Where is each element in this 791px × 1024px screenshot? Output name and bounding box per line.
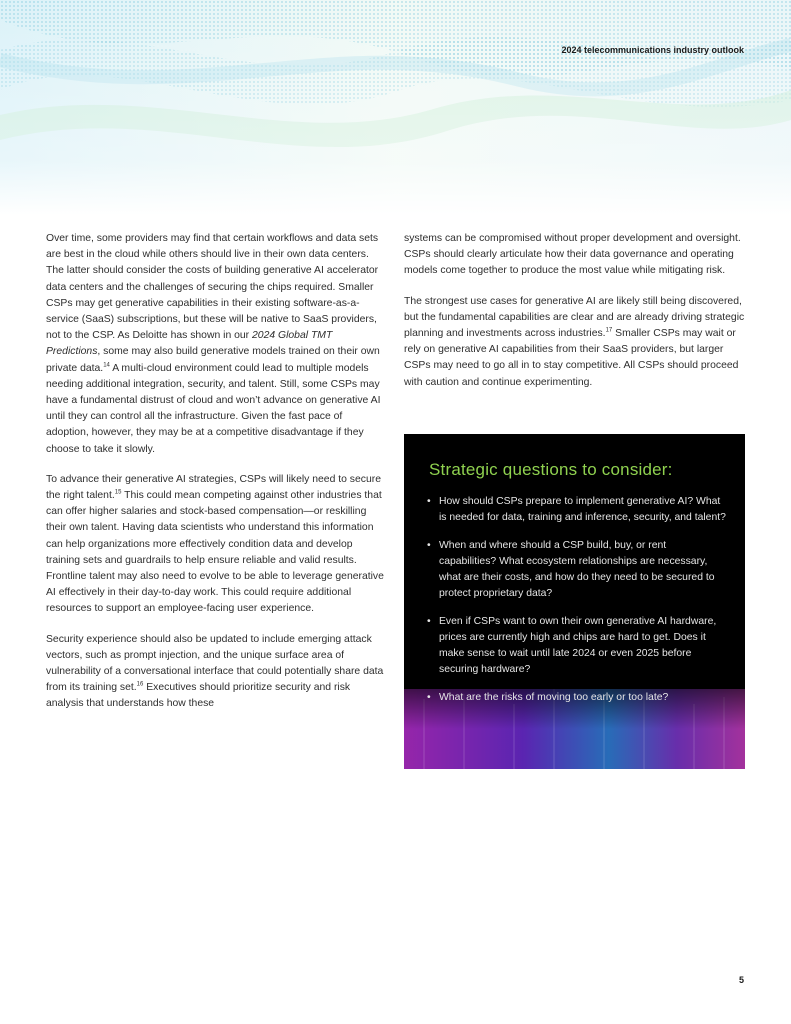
publication-title: 2024 Global TMT Predictions — [46, 330, 333, 358]
list-item: • What are the risks of moving too early or too late? — [426, 690, 726, 706]
footnote-ref[interactable]: 16 — [136, 681, 144, 688]
paragraph: systems can be compromised without proper development and oversight. CSPs should clearly articulate how their data governance and operating models come together to produce the most value while mitigating risk. — [404, 233, 741, 277]
footnote-ref[interactable]: 17 — [605, 327, 613, 334]
list-item: • Even if CSPs want to own their own generative AI hardware, prices are currently high and chips are hard to get. Does it make sense to wait until late 2024 or even 2025 before securing hardware? — [427, 616, 717, 675]
footnote-ref[interactable]: 15 — [114, 489, 122, 496]
callout-title: Strategic questions to consider: — [429, 460, 673, 479]
list-item: • When and where should a CSP build, buy, or rent capabilities? What ecosystem relationships are necessary, what are their costs, and how do they need to be secured to protect proprietary data? — [427, 540, 715, 599]
right-column — [404, 231, 746, 405]
paragraph: Security experience should also be updated to include emerging attack vectors, such as prompt injection, and the unique surface area of vulnerability of a conversational interface that could potentially share data from its training set.$^{16}$ Executives should prioritize security and risk analysis that understands how these — [46, 633, 384, 710]
bullet-icon: • — [427, 496, 431, 507]
running-header: 2024 telecommunications industry outlook — [561, 45, 744, 55]
paragraph: To advance their generative AI strategies, CSPs will likely need to secure the right talent.$^{15}$ This could mean competing against other industries that can offer higher salaries and stock-based compensation—or reskilling their own talent. Having data scientists who understand this information can help organizations more effectively condition data and develop training sets and guardrails to help ensure reliable and valid results. Frontline talent may also need to evolve to be able to leverage generative AI effectively in their day-to-day work. This could require additional resources to support an employee-facing user experience. — [46, 473, 384, 615]
paragraph: The strongest use cases for generative AI are likely still being discovered, but the fundamental capabilities are clear and are already driving strategic planning and investments across industries.$^{17}$ Smaller CSPs may wait or rely on generative AI capabilities from their SaaS providers, but larger CSPs may need to go all in to stay competitive. All CSPs should proceed with caution and continue experimenting. — [404, 295, 745, 388]
strategic-questions-callout — [404, 434, 745, 769]
footnote-ref[interactable]: 14 — [103, 362, 110, 369]
page-number: 5 — [738, 975, 744, 985]
question-list — [426, 494, 726, 718]
left-column — [46, 231, 386, 727]
bullet-icon: • — [427, 692, 431, 703]
header-wave-art — [0, 0, 791, 215]
bullet-icon: • — [427, 616, 431, 627]
bullet-icon: • — [427, 540, 431, 551]
paragraph: Over time, some providers may find that certain workflows and data sets are best in the cloud while others should live in their own data centers. The latter should consider the costs of building generative AI accelerator data centers and the challenges of securing the chips required. Smaller CSPs may get generative capabilities in their existing software-as-a-service (SaaS) subscriptions, but these will be native to SaaS providers, not to the CSP. As Deloitte has shown in our 2024 Global TMT Predictions, some may also build generative models trained on their own private data.$^{14}$ A multi-cloud environment could lead to multiple models needing additional integration, security, and talent. Still, some CSPs may have a fundamental distrust of cloud and won’t advance on generative AI until they can control all the infrastructure. Given the fast pace of adoption, however, they may be at a competitive disadvantage if they choose to take it slowly. — [46, 233, 381, 455]
list-item: • How should CSPs prepare to implement generative AI? What is needed for data, training and inference, security, and talent? — [427, 496, 726, 523]
